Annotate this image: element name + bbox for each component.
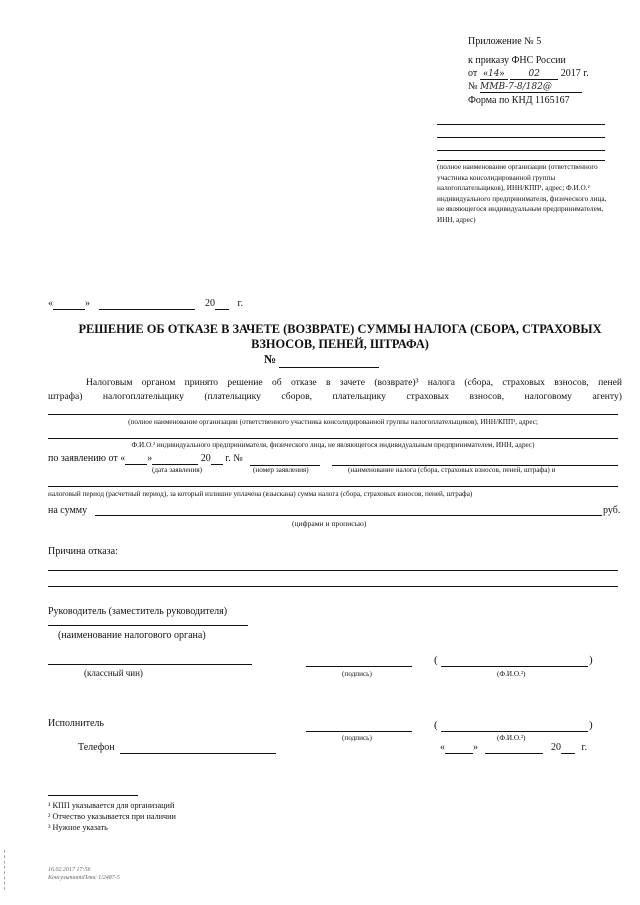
addressee-caption: (полное наименование организации (ответственного участника консолидированной группы налогоплательщиков), ИНН/КПП¹, адрес; Ф.И.О.² индивидуального предпринимателя, физического лица, не являющегося индивидуальным предпринимателем, ИНН, адрес) [437,163,607,224]
date-from: от [468,68,478,79]
footnotes [48,800,176,833]
tax-authority-caption: (наименование налогового органа) [58,630,206,641]
caption-app-date: (дата заявления) [152,466,203,474]
order-number-hand: ММВ-7-8/182@ [480,82,582,93]
exec-year-field[interactable] [561,742,575,754]
app-month-field[interactable] [152,453,198,465]
amount-field[interactable] [95,515,602,516]
footnote-separator [48,795,138,796]
head-signature-line[interactable] [306,666,412,667]
head-fio-caption: (Ф.И.О.²) [497,670,526,678]
document-date: « » 20 г. [48,298,243,309]
head-label: Руководитель (заместитель руководителя) [48,606,228,617]
reason-line-1[interactable] [48,570,618,571]
individual-line[interactable] [48,438,618,439]
addressee-line-1[interactable] [437,124,605,125]
order-year: 2017 г. [560,68,589,79]
head-position-line[interactable] [48,625,248,626]
executor-fio-line[interactable] [441,731,588,732]
caption-app-number: (номер заявления) [253,466,309,474]
amount-label: на сумму [48,505,88,516]
addressee-line-3[interactable] [437,150,605,151]
caption-taxpayer: (полное наименование организации (ответственного участника консолидированной группы налогоплательщиков), ИНН/КПП¹, адрес; [128,418,538,426]
footnote-2: ² Отчество указывается при наличии [48,812,176,821]
print-stamp: 16.02.2017 17:56 КонсультантПлюс 1/2487-5 [48,867,120,881]
exec-fio-close-paren: ) [589,719,593,731]
executor-signature-line[interactable] [306,731,412,732]
document-title: РЕШЕНИЕ ОБ ОТКАЗЕ В ЗАЧЕТЕ (ВОЗВРАТЕ) СУММЫ НАЛОГА (СБОРА, СТРАХОВЫХ ВЗНОСОВ, ПЕНЕЙ, ШТРАФА) [78,322,602,351]
doc-month-field[interactable] [99,298,195,310]
phone-label: Телефон [78,742,115,753]
period-line[interactable] [48,486,618,487]
doc-year-field[interactable] [215,298,229,310]
decision-number-field[interactable] [279,352,379,368]
footnote-1: ¹ КПП указывается для организаций [48,801,175,810]
reason-line-2[interactable] [48,586,618,587]
caption-amount: (цифрами и прописью) [292,519,367,528]
order-month: 02 [510,69,558,80]
executor-signature-caption: (подпись) [342,734,372,742]
head-fio-line[interactable] [441,666,588,667]
addressee-line-4[interactable] [437,160,605,161]
exec-fio-open-paren: ( [434,719,438,731]
scan-edge-mark [4,850,6,890]
decision-para-line-1: Налоговым органом принято решение об отказе в зачете (возврате)³ налога (сбора, страховых взносов, пеней [86,377,622,388]
form-code: Форма по КНД 1165167 [468,95,570,106]
application-line: по заявлению от « » 20 г. № [48,453,243,464]
addressee-line-2[interactable] [437,137,605,138]
amount-unit: руб. [603,505,621,516]
fio-open-paren: ( [434,654,438,666]
app-day-field[interactable] [125,453,147,465]
caption-individual: Ф.И.О.² индивидуального предпринимателя, физического лица, не являющегося индивидуальным предпринимателем, ИНН, адрес) [131,441,535,449]
doc-day-field[interactable] [53,298,85,310]
reason-label: Причина отказа: [48,546,118,557]
rank-caption: (классный чин) [84,668,143,678]
app-year-field[interactable] [211,453,223,465]
decision-para-line-2: штрафа) налогоплательщику (плательщику сборов, плательщику страховых взносов, налоговому агенту) [48,391,622,402]
order-date [468,68,589,80]
decision-number: № [264,352,379,368]
footnote-3: ³ Нужное указать [48,823,108,832]
rank-line[interactable] [48,664,252,665]
order-label: к приказу ФНС России [468,55,566,66]
executor-fio-caption: (Ф.И.О.²) [497,734,526,742]
order-day: «14» [480,68,508,80]
head-signature-caption: (подпись) [342,670,372,678]
executor-date: « » 20 г. [440,742,587,753]
phone-field[interactable] [120,753,276,754]
appendix-label: Приложение № 5 [468,36,542,47]
fio-close-paren: ) [589,654,593,666]
order-number: № ММВ-7-8/182@ [468,81,582,93]
taxpayer-line[interactable] [48,414,618,415]
exec-day-field[interactable] [445,742,473,754]
executor-label: Исполнитель [48,718,104,729]
caption-period: налоговый период (расчетный период), за который излишне уплачена (взыскана) сумма налога (сбора, страховых взносов, пеней, штрафа) [48,490,473,498]
caption-tax-name: (наименование налога (сбора, страховых взносов, пеней, штрафа) и [348,466,556,474]
exec-month-field[interactable] [485,742,543,754]
